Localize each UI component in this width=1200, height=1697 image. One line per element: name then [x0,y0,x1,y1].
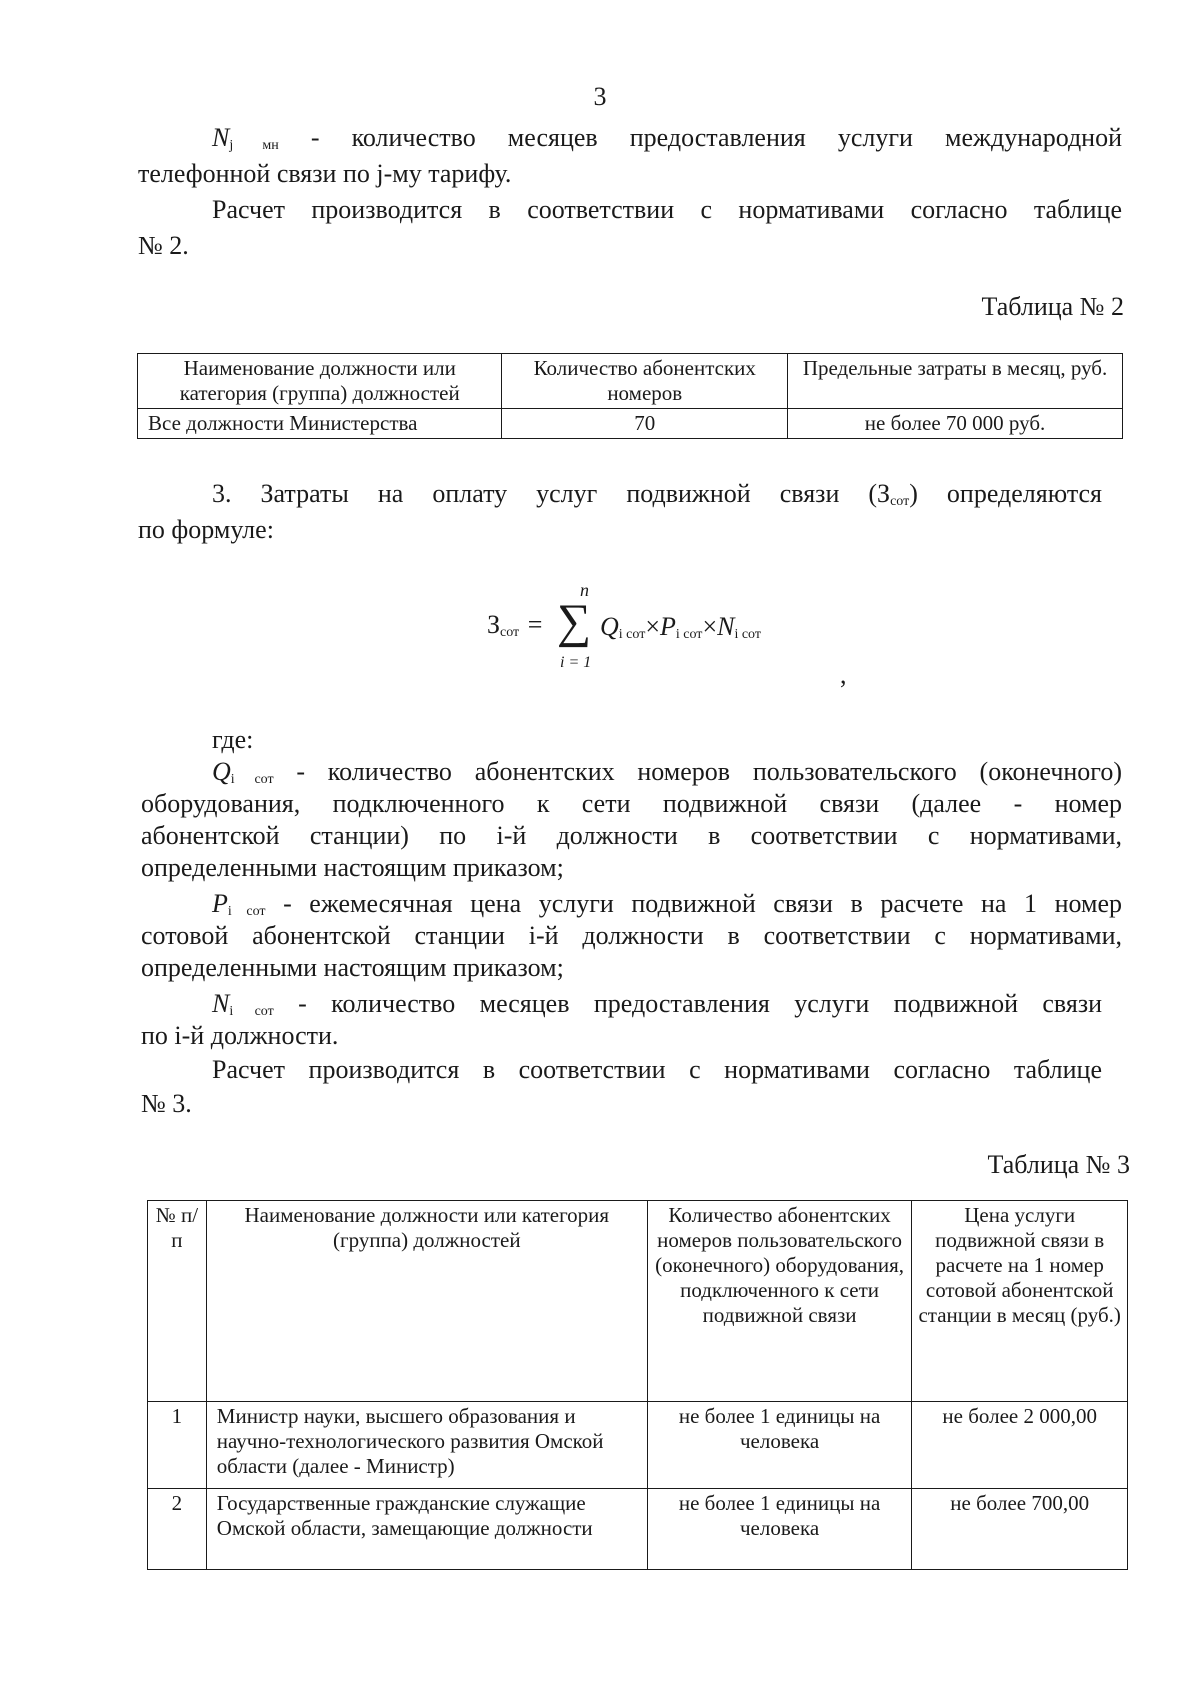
n-jmn-line1 [212,122,1122,162]
calc2-line1: Расчет производится в соответствии с нормативами согласно таблице [212,195,1122,224]
n-jmn-text1: - количество месяцев предоставления услуги международной [310,123,1122,152]
table3-cell: Министр науки, высшего образования и научно-технологического развития Омской области (далее - Министр) [206,1402,647,1489]
n-symbol: N [212,123,230,152]
section3-line1 [212,478,1102,518]
formula-comma: , [840,660,847,689]
def-q-line4: определенными настоящим приказом; [141,853,564,882]
def-q-line3: абонентской станции) по i-й должности в соответствии с нормативами, [141,821,1122,850]
sum-lower: i = 1 [560,654,592,671]
table2-cell: 70 [502,409,788,439]
table3-header-cell: Наименование должности или категория (группа) должностей [206,1201,647,1402]
page-number: 3 [593,82,607,111]
def-q-line2: оборудования, подключенного к сети подвижной связи (далее - номер [141,789,1122,818]
table2-cell: Все должности Министерства [138,409,502,439]
def-p-line1: $P_{i сот}$ - ежемесячная цена услуги подвижной связи в расчете на 1 номер [212,889,1122,919]
def-q-line1: $Q_{i сот}$ - количество абонентских номеров пользовательского (оконечного) [212,757,1122,787]
table3-header-cell: № п/п [148,1201,207,1402]
table2-header-cell: Предельные затраты в месяц, руб. [788,354,1123,409]
table-row [148,1402,1128,1489]
section3-text-a: 3. Затраты на оплату услуг подвижной связи (З [212,479,891,508]
def-p-line3: определенными настоящим приказом; [141,953,564,982]
formula: $З_{сот}$ = [487,610,543,640]
n-subscript: j мн [229,138,279,153]
calc3-line1: Расчет производится в соответствии с нормативами согласно таблице [212,1055,1102,1084]
formula-rhs: $Q_{i сот}\times P_{i сот}\times N_{i сот}$ [600,612,761,642]
def-n-line2: по i-й должности. [141,1021,339,1050]
table3-cell: не более 700,00 [912,1489,1128,1570]
table3-cell: 1 [148,1402,207,1489]
table3-cell: не более 2 000,00 [912,1402,1128,1489]
where-label: где: [212,725,254,754]
table2-header-cell: Количество абонентских номеров [502,354,788,409]
table-row [148,1489,1128,1570]
table2-cell: не более 70 000 руб. [788,409,1123,439]
sigma-icon: ∑ [557,595,592,648]
section3-line2: по формуле: [138,515,274,544]
table2 [137,353,1123,439]
table-row [138,409,1123,439]
table2-caption: Таблица № 2 [981,292,1124,321]
table2-header-row [138,354,1123,409]
def-p-line2: сотовой абонентской станции i-й должности в соответствии с нормативами, [141,921,1122,950]
table3-cell: не более 1 единицы на человека [647,1402,912,1489]
table3-header-cell: Цена услуги подвижной связи в расчете на 1 номер сотовой абонентской станции в месяц (руб.) [912,1201,1128,1402]
table2-header-cell: Наименование должности или категория (группа) должностей [138,354,502,409]
section3-sub: сот [890,494,910,509]
table3-cell: Государственные гражданские служащие Омской области, замещающие должности [206,1489,647,1570]
def-n-line1: $N_{i сот}$ - количество месяцев предоставления услуги подвижной связи [212,989,1103,1019]
n-jmn-line2: телефонной связи по j-му тарифу. [138,159,512,188]
sum-upper: n [580,580,589,600]
table3-cell: не более 1 единицы на человека [647,1489,912,1570]
table3-header-row [148,1201,1128,1402]
table3-caption: Таблица № 3 [987,1150,1130,1179]
table3-header-cell: Количество абонентских номеров пользовательского (оконечного) оборудования, подключенного к сети подвижной связи [647,1201,912,1402]
table3-cell: 2 [148,1489,207,1570]
calc2-line2: № 2. [138,231,189,260]
table3 [147,1200,1128,1570]
formula-lhs: $З_{сот}$ [487,610,520,640]
section3-text-b: ) определяются [909,479,1102,508]
calc3-line2: № 3. [141,1089,192,1118]
